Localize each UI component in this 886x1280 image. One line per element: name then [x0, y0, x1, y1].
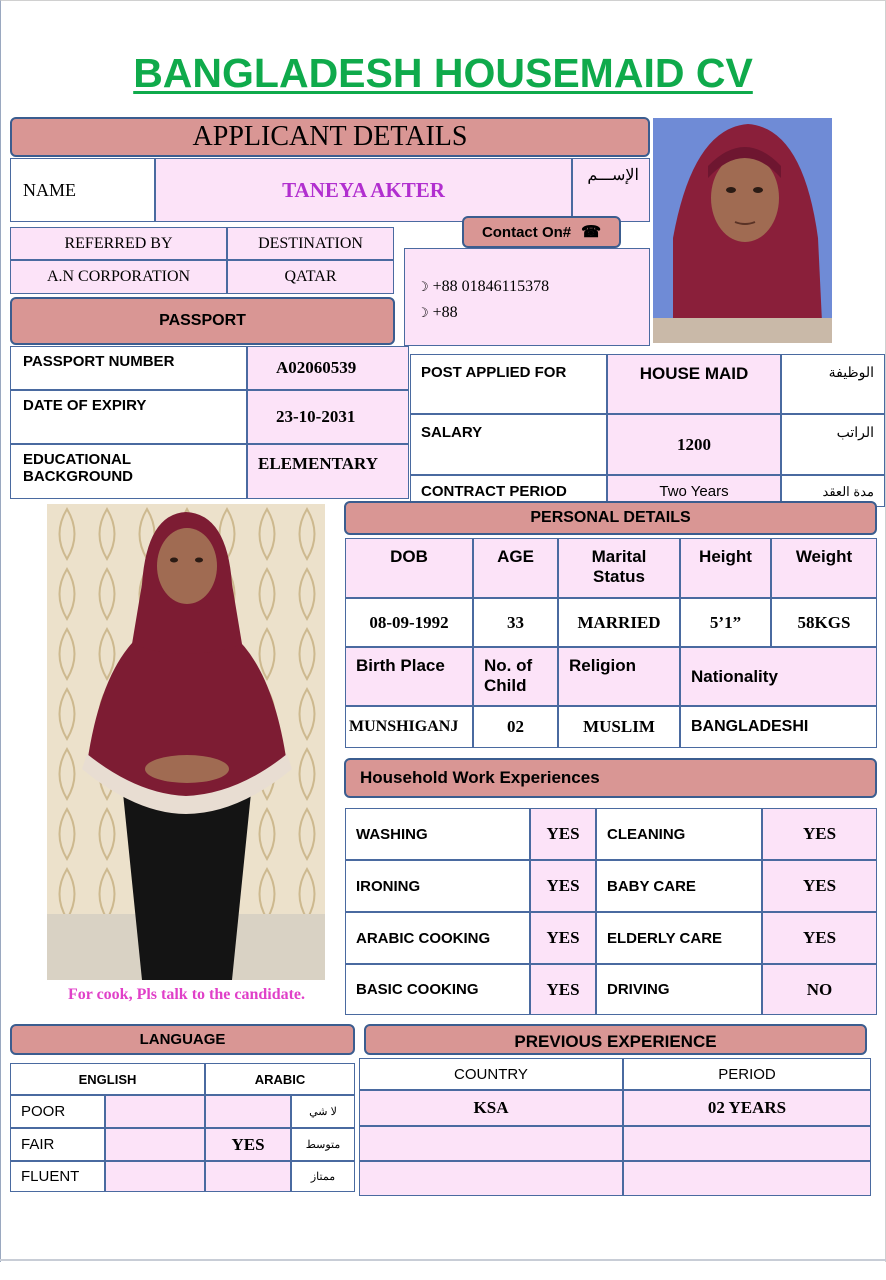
name-label: NAME	[10, 158, 155, 222]
nationality-value: BANGLADESHI	[680, 706, 877, 748]
referred-by-label: REFERRED BY	[10, 227, 227, 260]
work-value: YES	[530, 860, 596, 912]
work-header: Household Work Experiences	[344, 758, 877, 798]
passport-number-label: PASSPORT NUMBER	[10, 346, 247, 390]
arabic-level-value: YES	[205, 1128, 291, 1161]
language-col-english: ENGLISH	[10, 1063, 205, 1095]
page-title: BANGLADESH HOUSEMAID CV	[133, 50, 753, 96]
language-header: LANGUAGE	[10, 1024, 355, 1055]
contact-header	[462, 216, 621, 248]
work-label: WASHING	[345, 808, 530, 860]
age-value: 33	[473, 598, 558, 647]
previous-col-country: COUNTRY	[359, 1058, 623, 1090]
language-level-label: FAIR	[10, 1128, 105, 1161]
marital-status-header: Marital Status	[558, 538, 680, 598]
contact-box	[404, 248, 650, 346]
full-portrait-illustration	[47, 504, 325, 980]
telephone-icon: ☎	[581, 224, 602, 241]
english-level-value	[105, 1161, 205, 1192]
bottom-divider	[0, 1259, 886, 1261]
birth-place-value: MUNSHIGANJ	[345, 706, 473, 748]
personal-details-header: PERSONAL DETAILS	[344, 501, 877, 535]
applicant-full-photo	[47, 504, 325, 980]
phone-icon: ☽	[417, 279, 429, 294]
height-header: Height	[680, 538, 771, 598]
contact-phone-1	[417, 278, 549, 296]
work-value: YES	[530, 964, 596, 1015]
salary-value: 1200	[607, 414, 781, 475]
destination-label: DESTINATION	[227, 227, 394, 260]
previous-period-value: 02 YEARS	[623, 1090, 871, 1126]
work-value: YES	[762, 912, 877, 964]
post-applied-label: POST APPLIED FOR	[410, 354, 607, 414]
arabic-level-value	[205, 1161, 291, 1192]
contact-label: Contact On#	[481, 223, 572, 241]
work-value: YES	[762, 860, 877, 912]
height-value: 5’1”	[680, 598, 771, 647]
passport-header: PASSPORT	[10, 297, 395, 345]
language-level-label: POOR	[10, 1095, 105, 1128]
english-level-value	[105, 1128, 205, 1161]
education-value: ELEMENTARY	[247, 444, 409, 499]
contract-period-label: CONTRACT PERIOD	[410, 475, 607, 507]
work-label: ELDERLY CARE	[596, 912, 762, 964]
arabic-level-label: متوسط	[291, 1128, 355, 1161]
age-header: AGE	[473, 538, 558, 598]
language-col-arabic: ARABIC	[205, 1063, 355, 1095]
contract-arabic-label: مدة العقد	[781, 475, 885, 507]
arabic-level-label: لا شي	[291, 1095, 355, 1128]
work-label: CLEANING	[596, 808, 762, 860]
salary-label: SALARY	[410, 414, 607, 475]
children-value: 02	[473, 706, 558, 748]
weight-header: Weight	[771, 538, 877, 598]
work-value: YES	[762, 808, 877, 860]
english-level-value	[105, 1095, 205, 1128]
previous-country-value	[359, 1126, 623, 1161]
religion-header: Religion	[558, 647, 680, 706]
post-arabic-label: الوظيفة	[781, 354, 885, 414]
work-label: ARABIC COOKING	[345, 912, 530, 964]
previous-period-value	[623, 1161, 871, 1196]
post-applied-value: HOUSE MAID	[607, 354, 781, 414]
previous-period-value	[623, 1126, 871, 1161]
previous-country-value	[359, 1161, 623, 1196]
photo-note: For cook, Pls talk to the candidate.	[67, 986, 306, 1003]
arabic-level-value	[205, 1095, 291, 1128]
phone-2-text: +88	[432, 304, 458, 321]
phone-1-text: +88 01846115378	[432, 278, 550, 295]
weight-value: 58KGS	[771, 598, 877, 647]
work-value: YES	[530, 912, 596, 964]
name-arabic-label: الإســـم	[572, 158, 650, 222]
applicant-head-photo	[653, 118, 832, 343]
marital-status-value: MARRIED	[558, 598, 680, 647]
dob-header: DOB	[345, 538, 473, 598]
date-of-expiry-value: 23-10-2031	[247, 390, 409, 444]
religion-value: MUSLIM	[558, 706, 680, 748]
phone-icon: ☽	[417, 305, 429, 320]
destination-value: QATAR	[227, 260, 394, 294]
nationality-header: Nationality	[680, 647, 877, 706]
contact-phone-2	[417, 304, 458, 322]
work-label: DRIVING	[596, 964, 762, 1015]
applicant-details-header: APPLICANT DETAILS	[10, 117, 650, 157]
previous-country-value: KSA	[359, 1090, 623, 1126]
previous-experience-header: PREVIOUS EXPERIENCE	[364, 1024, 867, 1055]
birth-place-header: Birth Place	[345, 647, 473, 706]
children-header: No. of Child	[473, 647, 558, 706]
previous-col-period: PERIOD	[623, 1058, 871, 1090]
education-label: EDUCATIONAL BACKGROUND	[10, 444, 247, 499]
portrait-illustration	[653, 118, 832, 343]
work-value: YES	[530, 808, 596, 860]
work-label: IRONING	[345, 860, 530, 912]
arabic-level-label: ممتاز	[291, 1161, 355, 1192]
work-label: BABY CARE	[596, 860, 762, 912]
work-value: NO	[762, 964, 877, 1015]
referred-by-value: A.N CORPORATION	[10, 260, 227, 294]
language-level-label: FLUENT	[10, 1161, 105, 1192]
name-value: TANEYA AKTER	[155, 158, 572, 222]
salary-arabic-label: الراتب	[781, 414, 885, 475]
contract-period-value: Two Years	[607, 475, 781, 507]
work-label: BASIC COOKING	[345, 964, 530, 1015]
date-of-expiry-label: DATE OF EXPIRY	[10, 390, 247, 444]
dob-value: 08-09-1992	[345, 598, 473, 647]
passport-number-value: A02060539	[247, 346, 409, 390]
